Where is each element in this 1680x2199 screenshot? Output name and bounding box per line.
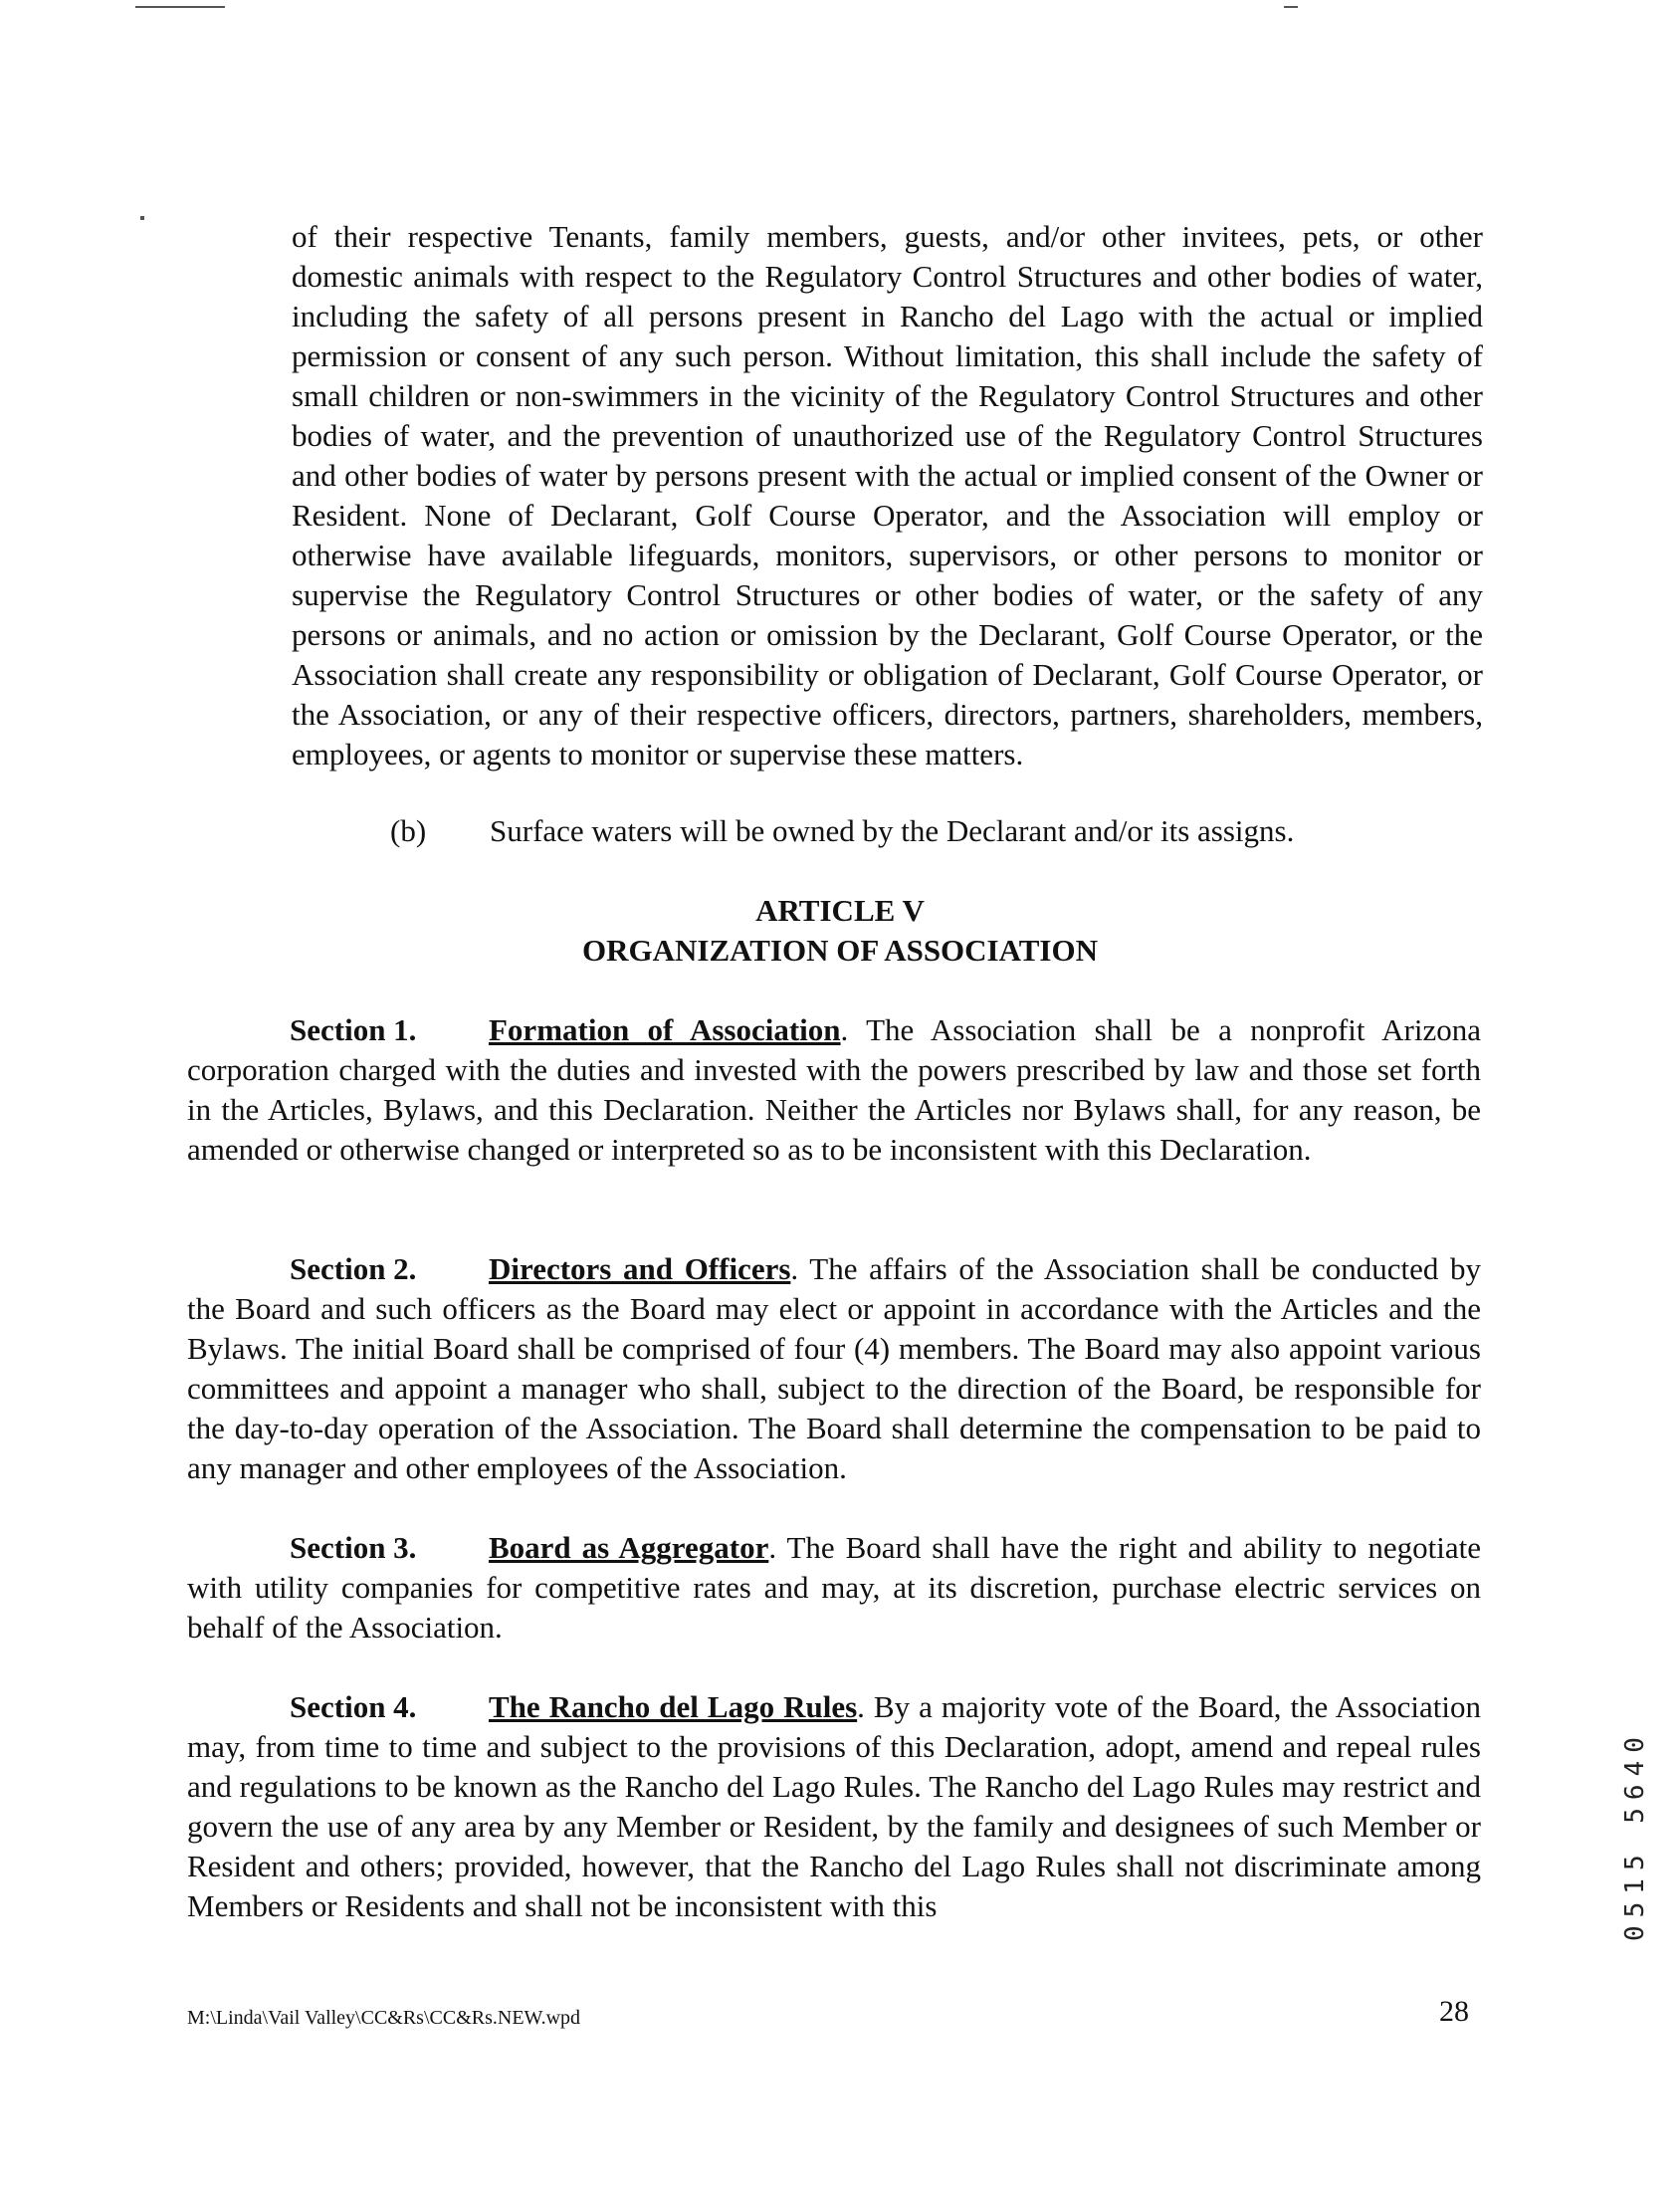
section-2 [187,1249,1481,1488]
section-label: Section 3. [290,1530,417,1565]
docket-stamp: 0515 5640 [1620,1729,1650,1941]
section-label: Section 2. [290,1251,417,1286]
article-title: ORGANIZATION OF ASSOCIATION [582,933,1098,968]
section-body: . By a majority vote of the Board, the Association may, from time to time and subject to the provisions of this Declaration, adopt, amend and repeal rules and regulations to be known as the Rancho del Lago Rules. The Rancho del Lago Rules may restrict and govern the use of any area by any Member or Resident, by the family and designees of such Member or Resident and others; provided, however, that the Rancho del Lago Rules shall not discriminate among Members or Residents and shall not be inconsistent with this [187,1689,1481,1923]
scan-artifact-line [1284,6,1298,8]
subitem-label: (b) [390,813,427,848]
section-3 [187,1528,1481,1648]
section-title: Directors and Officers [489,1251,791,1286]
section-4 [187,1687,1481,1926]
section-title: The Rancho del Lago Rules [489,1689,858,1724]
continued-paragraph: of their respective Tenants, family members, guests, and/or other invitees, pets, or other domestic animals with respect to the Regulatory Control Structures and other bodies of water, including the safety of all persons present in Rancho del Lago with the actual or implied permission or consent of any such person. Without limitation, this shall include the safety of small children or non-swimmers in the vicinity of the Regulatory Control Structures and other bodies of water, and the prevention of unauthorized use of the Regulatory Control Structures and other bodies of water by persons present with the actual or implied consent of the Owner or Resident. None of Declarant, Golf Course Operator, and the Association will employ or otherwise have available lifeguards, monitors, supervisors, or other persons to monitor or supervise the Regulatory Control Structures or other bodies of water, or the safety of any persons or animals, and no action or omission by the Declarant, Golf Course Operator, or the Association shall create any responsibility or obligation of Declarant, Golf Course Operator, or the Association, or any of their respective officers, directors, partners, shareholders, members, employees, or agents to monitor or supervise these matters. [292,219,1483,771]
scan-artifact-dot [140,216,144,220]
scan-artifact-line [135,6,225,8]
section-body: . The Board shall have the right and ability to negotiate with utility companies for competitive rates and may, at its discretion, purchase electric services on behalf of the Association. [187,1530,1481,1645]
footer-file-path: M:\Linda\Vail Valley\CC&Rs\CC&Rs.NEW.wpd [187,2007,581,2029]
subitem-text: Surface waters will be owned by the Declarant and/or its assigns. [490,813,1295,848]
section-title: Formation of Association [489,1012,841,1047]
section-body: . The Association shall be a nonprofit Arizona corporation charged with the duties and invested with the powers prescribed by law and those set forth in the Articles, Bylaws, and this Declaration. Neither the Articles nor Bylaws shall, for any reason, be amended or otherwise changed or interpreted so as to be inconsistent with this Declaration. [187,1012,1481,1167]
article-number: ARTICLE V [755,893,925,928]
section-1 [187,1010,1481,1170]
page-number: 28 [1439,1995,1469,2028]
section-body: . The affairs of the Association shall be conducted by the Board and such officers as the Board may elect or appoint in accordance with the Articles and the Bylaws. The initial Board shall be comprised of four (4) members. The Board may also appoint various committees and appoint a manager who shall, subject to the direction of the Board, be responsible for the day-to-day operation of the Association. The Board shall determine the compensation to be paid to any manager and other employees of the Association. [187,1251,1481,1485]
section-title: Board as Aggregator [489,1530,769,1565]
section-label: Section 4. [290,1689,417,1724]
section-label: Section 1. [290,1012,417,1047]
subitem-b [390,811,1294,851]
